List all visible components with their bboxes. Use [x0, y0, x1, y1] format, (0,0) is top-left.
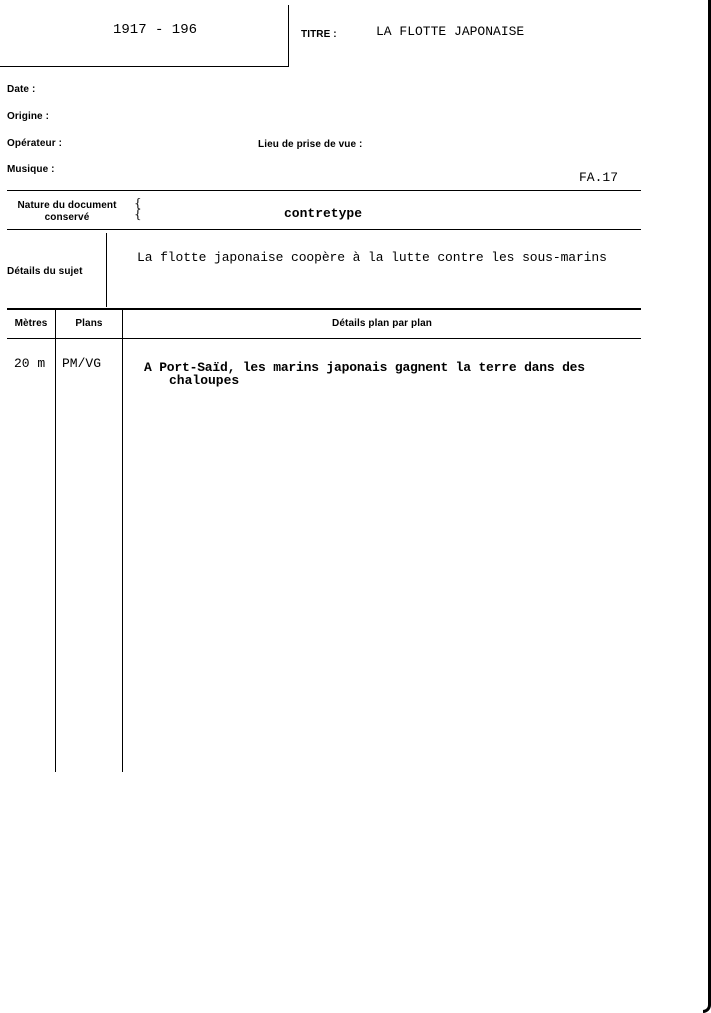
nature-label — [7, 200, 127, 224]
operateur-label: Opérateur : — [7, 138, 63, 149]
page-title: LA FLOTTE JAPONAISE — [376, 24, 525, 39]
nature-top-rule — [7, 190, 641, 191]
table-header-rule — [7, 338, 641, 339]
sujet-bracket — [106, 233, 107, 307]
row-details-line2: chaloupes — [169, 373, 240, 388]
header-divider — [288, 5, 289, 67]
sujet-top-rule — [7, 229, 641, 230]
origine-label: Origine : — [7, 111, 50, 122]
nature-label-line1: Nature du document — [17, 200, 117, 211]
sujet-value: La flotte japonaise coopère à la lutte contre les sous-marins — [137, 250, 607, 265]
sujet-label: Détails du sujet — [7, 266, 83, 277]
metres-header: Mètres — [14, 318, 48, 329]
plans-header: Plans — [75, 318, 103, 329]
plans-column-divider — [122, 309, 123, 772]
nature-label-line2: conservé — [44, 212, 90, 223]
nature-value: contretype — [284, 206, 363, 221]
archive-code: FA.17 — [579, 170, 619, 185]
metres-column-divider — [55, 309, 56, 772]
nature-brace-lower: { — [134, 207, 142, 221]
date-label: Date : — [7, 84, 36, 95]
row-details-line1: A Port-Saïd, les marins japonais gagnent la terre dans des — [144, 360, 585, 375]
lieu-label: Lieu de prise de vue : — [258, 139, 363, 150]
table-top-rule — [7, 308, 641, 310]
page-edge — [703, 0, 711, 1013]
titre-label: TITRE : — [301, 29, 337, 40]
row-plans: PM/VG — [62, 356, 102, 371]
details-header: Détails plan par plan — [332, 318, 432, 329]
musique-label: Musique : — [7, 164, 55, 175]
row-metres: 20 m — [14, 356, 46, 371]
document-reference: 1917 - 196 — [113, 22, 198, 38]
nature-brace: { — [134, 196, 142, 210]
header-bottom-rule — [0, 66, 289, 67]
